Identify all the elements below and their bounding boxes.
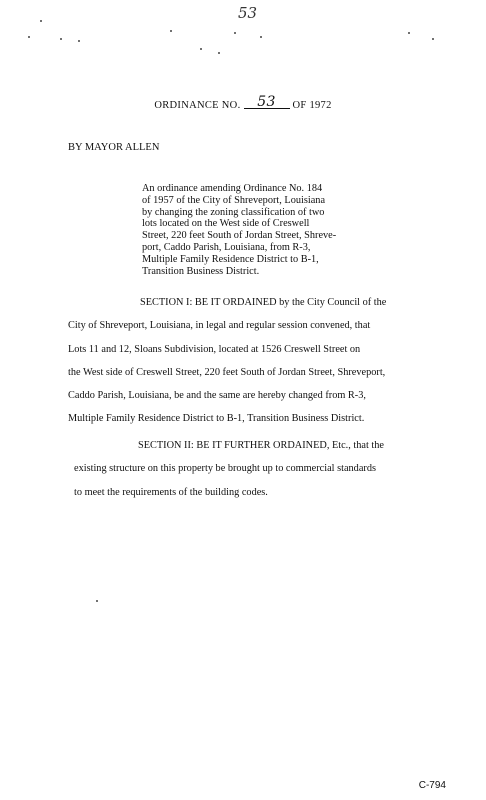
summary-line: An ordinance amending Ordinance No. 184 (142, 183, 323, 194)
scan-speck (60, 38, 62, 40)
section-line: Caddo Parish, Louisiana, be and the same are hereby changed from R-3, (68, 390, 366, 402)
section-line: Lots 11 and 12, Sloans Subdivision, located at 1526 Creswell Street on (68, 343, 361, 355)
summary-line: Transition Business District. (142, 265, 260, 277)
scan-speck (408, 32, 410, 34)
summary-line: by changing the zoning classification of two (142, 206, 325, 218)
scan-speck (170, 30, 172, 32)
section-line: existing structure on this property be brought up to commercial standards (74, 463, 376, 475)
ordinance-number: 53 (244, 96, 290, 109)
summary-line: port, Caddo Parish, Louisiana, from R-3, (142, 241, 311, 253)
summary-line: of 1957 of the City of Shreveport, Louisiana (142, 194, 326, 206)
scan-speck (78, 40, 80, 42)
scan-speck (96, 600, 98, 602)
section-line: Multiple Family Residence District to B-1, Transition Business District. (68, 413, 365, 425)
scan-speck (218, 52, 220, 54)
ordinance-summary (142, 183, 382, 277)
section-one (68, 291, 386, 431)
scan-speck (200, 48, 202, 50)
scan-speck (432, 38, 434, 40)
scan-speck (234, 32, 236, 34)
handwritten-page-number: 53 (238, 4, 258, 22)
ordinance-title (0, 94, 486, 111)
summary-line: Multiple Family Residence District to B-1, (142, 253, 319, 265)
ordinance-title-prefix: ORDINANCE NO. (154, 100, 241, 111)
section-two (68, 434, 384, 504)
section-line: City of Shreveport, Louisiana, in legal and regular session convened, that (68, 320, 371, 332)
scan-speck (260, 36, 262, 38)
section-line: to meet the requirements of the building codes. (74, 486, 268, 498)
scan-speck (40, 20, 42, 22)
ordinance-title-year: OF 1972 (292, 100, 332, 111)
document-code: C-794 (418, 780, 446, 791)
summary-line: Street, 220 feet South of Jordan Street, Shreve- (142, 230, 337, 242)
section-line: SECTION I: BE IT ORDAINED by the City Council of the (140, 297, 387, 308)
section-line: SECTION II: BE IT FURTHER ORDAINED, Etc., that the (138, 440, 385, 451)
summary-line: lots located on the West side of Creswell (142, 218, 310, 230)
sponsor-line: BY MAYOR ALLEN (68, 142, 160, 153)
section-line: the West side of Creswell Street, 220 feet South of Jordan Street, Shreveport, (68, 366, 386, 378)
scan-speck (28, 36, 30, 38)
